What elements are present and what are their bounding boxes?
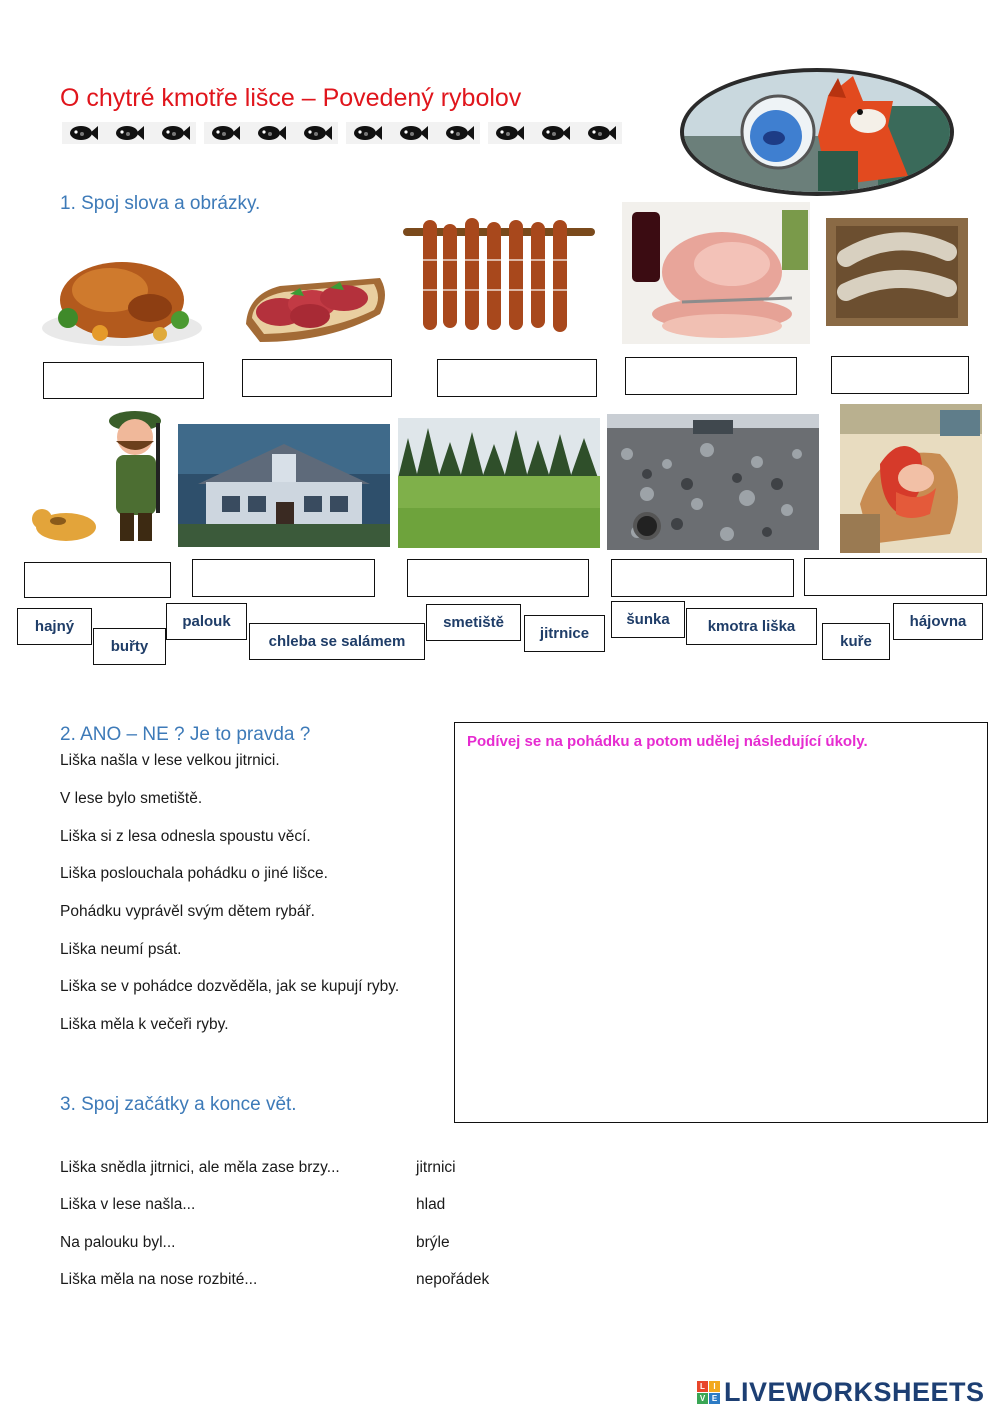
section2-heading: 2. ANO – NE ? Je to pravda ? [60, 724, 311, 745]
word-chip-palouk[interactable]: palouk [166, 603, 247, 640]
statement-2: V lese bylo smetiště. [60, 790, 203, 807]
logo-letter: L [697, 1381, 708, 1392]
fish-icon [586, 124, 616, 142]
sentence-beginning-3: Na palouku byl... [60, 1234, 176, 1251]
fish-icon [398, 124, 428, 142]
statement-4: Liška poslouchala pohádku o jiné lišce. [60, 865, 328, 882]
fish-icon [160, 124, 190, 142]
fish-icon [256, 124, 286, 142]
answer-box-meadow[interactable] [407, 559, 589, 597]
garbage-dump-picture [607, 414, 819, 550]
statement-7: Liška se v pohádce dozvěděla, jak se kupují ryby. [60, 978, 400, 995]
answer-box-white-sausages[interactable] [831, 356, 969, 394]
fish-group [346, 122, 480, 144]
logo-letter: E [709, 1393, 720, 1404]
fish-icon [210, 124, 240, 142]
sentence-beginning-4: Liška měla na nose rozbité... [60, 1271, 258, 1288]
fish-icon [444, 124, 474, 142]
fish-icon [494, 124, 524, 142]
liveworksheets-logo[interactable] [697, 1377, 985, 1408]
word-chip-kmotra-liska[interactable]: kmotra liška [686, 608, 817, 645]
sentence-beginning-1: Liška snědla jitrnici, ale měla zase brzy... [60, 1159, 340, 1176]
answer-box-chicken[interactable] [43, 362, 204, 399]
video-panel[interactable] [454, 722, 988, 1123]
fish-icon [68, 124, 98, 142]
sentence-ending-1[interactable]: jitrnici [416, 1159, 456, 1176]
word-chip-jitrnice[interactable]: jitrnice [524, 615, 605, 652]
fish-group [488, 122, 622, 144]
sentence-ending-3[interactable]: brýle [416, 1234, 450, 1251]
statement-8: Liška měla k večeři ryby. [60, 1016, 229, 1033]
fish-icon [352, 124, 382, 142]
answer-box-gamekeeper[interactable] [24, 562, 171, 598]
gamekeeper-with-dog-picture [30, 403, 170, 549]
logo-mark-icon [697, 1381, 720, 1404]
logo-letter: I [709, 1381, 720, 1392]
statement-3: Liška si z lesa odnesla spoustu věcí. [60, 828, 311, 845]
statement-1: Liška našla v lese velkou jitrnici. [60, 752, 280, 769]
fish-icon [540, 124, 570, 142]
word-chip-sunka[interactable]: šunka [611, 601, 685, 638]
answer-box-sausages[interactable] [437, 359, 597, 397]
forest-meadow-picture [398, 418, 600, 548]
answer-box-ham[interactable] [625, 357, 797, 395]
word-chip-hajovna[interactable]: hájovna [893, 603, 983, 640]
word-chip-smetiste[interactable]: smetiště [426, 604, 521, 641]
word-chip-kure[interactable]: kuře [822, 623, 890, 660]
fish-group [62, 122, 196, 144]
sentence-beginning-2: Liška v lese našla... [60, 1196, 196, 1213]
fish-decoration-row [62, 122, 630, 144]
word-chip-chleba-se-salamem[interactable]: chleba se salámem [249, 623, 425, 660]
page-title: O chytré kmotře lišce – Povedený rybolov [60, 84, 522, 112]
sentence-ending-2[interactable]: hlad [416, 1196, 446, 1213]
section1-heading: 1. Spoj slova a obrázky. [60, 193, 261, 214]
fish-group [204, 122, 338, 144]
fox-with-fishbowl-illustration [678, 66, 956, 198]
fish-icon [302, 124, 332, 142]
word-chip-hajny[interactable]: hajný [17, 608, 92, 645]
bread-with-salami-picture [240, 254, 390, 346]
answer-box-bread-salami[interactable] [242, 359, 392, 397]
answer-box-house[interactable] [192, 559, 375, 597]
gamekeeper-house-picture [178, 424, 390, 547]
word-chip-burty[interactable]: buřty [93, 628, 166, 665]
statement-6: Liška neumí psát. [60, 941, 182, 958]
statement-5: Pohádku vyprávěl svým dětem rybář. [60, 903, 315, 920]
video-instruction: Podívej se na pohádku a potom udělej následující úkoly. [467, 733, 868, 750]
logo-text: LIVEWORKSHEETS [724, 1377, 985, 1407]
white-sausages-picture [826, 218, 968, 326]
answer-box-fox[interactable] [804, 558, 987, 596]
logo-letter: V [697, 1393, 708, 1404]
roast-chicken-picture [40, 238, 205, 348]
fish-icon [114, 124, 144, 142]
hanging-sausages-picture [403, 210, 595, 340]
fox-in-armchair-picture [840, 404, 982, 553]
section3-heading: 3. Spoj začátky a konce vět. [60, 1094, 297, 1115]
answer-box-dump[interactable] [611, 559, 794, 597]
sentence-ending-4[interactable]: nepořádek [416, 1271, 490, 1288]
ham-and-wine-picture [622, 202, 810, 344]
